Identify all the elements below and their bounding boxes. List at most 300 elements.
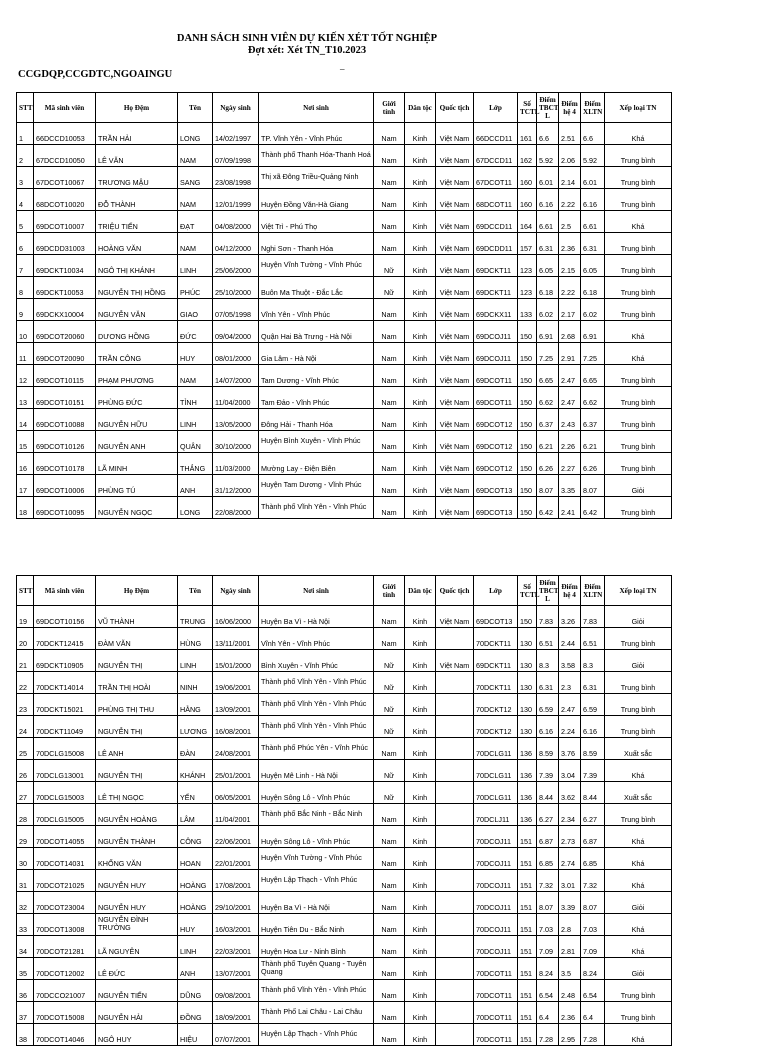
cell-birth-place: Huyện Lập Thạch - Vĩnh Phúc	[259, 870, 374, 892]
cell-grad-score: 6.61	[581, 211, 605, 233]
cell-nationality: Việt Nam	[436, 211, 474, 233]
cell-first-name: GIAO	[178, 299, 213, 321]
cell-gpa: 6.05	[537, 255, 559, 277]
cell-class: 69DCOT12	[474, 409, 518, 431]
cell-birth-date: 23/08/1998	[213, 167, 259, 189]
cell-birth-date: 12/01/1999	[213, 189, 259, 211]
cell-birth-place: Thành phố Vĩnh Yên - Vĩnh Phúc	[259, 980, 374, 1002]
cell-middle-name: TRƯƠNG MẬU	[96, 167, 178, 189]
cell-stt: 35	[17, 958, 34, 980]
cell-grad-score: 6.01	[581, 167, 605, 189]
cell-gpa-4: 3.62	[559, 782, 581, 804]
cell-gpa: 6.61	[537, 211, 559, 233]
cell-grad-rank: Khá	[605, 848, 672, 870]
cell-middle-name: LÃ MINH	[96, 453, 178, 475]
cell-student-id: 70DCCO21007	[34, 980, 96, 1002]
cell-grad-rank: Trung bình	[605, 628, 672, 650]
cell-middle-name: PHÙNG ĐỨC	[96, 387, 178, 409]
table-row	[17, 892, 672, 914]
cell-birth-date: 13/07/2001	[213, 958, 259, 980]
cell-gpa: 7.25	[537, 343, 559, 365]
cell-birth-place: Tam Đảo - Vĩnh Phúc	[259, 387, 374, 409]
cell-ethnicity: Kinh	[405, 409, 436, 431]
cell-student-id: 70DCOT14046	[34, 1024, 96, 1046]
cell-birth-place: Huyện Đồng Văn-Hà Giang	[259, 189, 374, 211]
cell-gender: Nữ	[374, 716, 405, 738]
cell-ethnicity: Kinh	[405, 1002, 436, 1024]
column-header-birth-place: Nơi sinh	[259, 576, 374, 606]
cell-class: 69DCKX11	[474, 299, 518, 321]
cell-class: 70DCOT11	[474, 980, 518, 1002]
cell-student-id: 69DCOT10007	[34, 211, 96, 233]
cell-birth-place: Thành phố Vĩnh Yên - Vĩnh Phúc	[259, 694, 374, 716]
cell-first-name: QUÂN	[178, 431, 213, 453]
cell-credits: 151	[518, 914, 537, 936]
cell-gpa-4: 2.8	[559, 914, 581, 936]
cell-nationality: Việt Nam	[436, 145, 474, 167]
cell-grad-rank: Giỏi	[605, 475, 672, 497]
cell-gpa: 6.91	[537, 321, 559, 343]
cell-credits: 150	[518, 409, 537, 431]
cell-stt: 31	[17, 870, 34, 892]
cell-credits: 136	[518, 782, 537, 804]
cell-birth-date: 09/08/2001	[213, 980, 259, 1002]
cell-gender: Nam	[374, 1002, 405, 1024]
table-row	[17, 343, 672, 365]
cell-grad-score: 7.83	[581, 606, 605, 628]
cell-nationality: Việt Nam	[436, 233, 474, 255]
cell-student-id: 70DCOT21281	[34, 936, 96, 958]
cell-birth-date: 16/08/2001	[213, 716, 259, 738]
cell-gender: Nam	[374, 211, 405, 233]
column-header-class: Lớp	[474, 576, 518, 606]
cell-gpa: 7.09	[537, 936, 559, 958]
cell-ethnicity: Kinh	[405, 804, 436, 826]
cell-middle-name: LÊ THỊ NGỌC	[96, 782, 178, 804]
cell-gpa: 6.26	[537, 453, 559, 475]
cell-credits: 162	[518, 145, 537, 167]
cell-gender: Nam	[374, 870, 405, 892]
cell-class: 70DCKT11	[474, 628, 518, 650]
cell-grad-rank: Trung bình	[605, 980, 672, 1002]
cell-birth-place: Quận Hai Bà Trưng - Hà Nội	[259, 321, 374, 343]
table-row	[17, 606, 672, 628]
cell-student-id: 70DCKT12415	[34, 628, 96, 650]
cell-grad-rank: Trung bình	[605, 167, 672, 189]
cell-stt: 2	[17, 145, 34, 167]
table-row	[17, 848, 672, 870]
cell-gpa-4: 2.74	[559, 848, 581, 870]
cell-student-id: 70DCLG15005	[34, 804, 96, 826]
cell-first-name: NAM	[178, 145, 213, 167]
cell-credits: 130	[518, 650, 537, 672]
cell-grad-rank: Trung bình	[605, 716, 672, 738]
cell-grad-rank: Khá	[605, 760, 672, 782]
cell-gender: Nam	[374, 409, 405, 431]
cell-grad-score: 6.21	[581, 431, 605, 453]
cell-birth-date: 18/09/2001	[213, 1002, 259, 1024]
cell-birth-place: Nghi Sơn - Thanh Hóa	[259, 233, 374, 255]
cell-credits: 150	[518, 475, 537, 497]
cell-credits: 130	[518, 628, 537, 650]
cell-credits: 150	[518, 343, 537, 365]
cell-nationality	[436, 738, 474, 760]
cell-ethnicity: Kinh	[405, 321, 436, 343]
cell-birth-date: 16/06/2000	[213, 606, 259, 628]
cell-first-name: HÙNG	[178, 628, 213, 650]
cell-nationality	[436, 782, 474, 804]
cell-middle-name: NGUYỄN THỊ	[96, 760, 178, 782]
cell-gpa-4: 2.3	[559, 672, 581, 694]
cell-stt: 29	[17, 826, 34, 848]
cell-birth-place: Huyện Ba Vì - Hà Nội	[259, 606, 374, 628]
cell-class: 69DCOT13	[474, 606, 518, 628]
cell-grad-score: 6.16	[581, 189, 605, 211]
cell-birth-date: 25/06/2000	[213, 255, 259, 277]
cell-birth-date: 08/01/2000	[213, 343, 259, 365]
cell-gpa: 6.31	[537, 672, 559, 694]
cell-gpa: 8.07	[537, 892, 559, 914]
cell-grad-score: 8.59	[581, 738, 605, 760]
cell-student-id: 70DCOT23004	[34, 892, 96, 914]
cell-birth-date: 11/04/2001	[213, 804, 259, 826]
cell-gpa: 8.24	[537, 958, 559, 980]
cell-nationality: Việt Nam	[436, 475, 474, 497]
cell-grad-rank: Trung bình	[605, 453, 672, 475]
cell-gpa-4: 2.27	[559, 453, 581, 475]
cell-birth-date: 22/06/2001	[213, 826, 259, 848]
cell-grad-score: 6.51	[581, 628, 605, 650]
cell-class: 70DCLG11	[474, 738, 518, 760]
cell-birth-place: Huyện Mê Linh - Hà Nội	[259, 760, 374, 782]
cell-middle-name: NGUYỄN HUY	[96, 870, 178, 892]
cell-grad-score: 6.27	[581, 804, 605, 826]
cell-birth-place: Việt Trì - Phú Thọ	[259, 211, 374, 233]
cell-nationality: Việt Nam	[436, 321, 474, 343]
cell-class: 70DCLG11	[474, 782, 518, 804]
cell-student-id: 67DCOT10067	[34, 167, 96, 189]
cell-gpa-4: 2.47	[559, 365, 581, 387]
cell-first-name: PHÚC	[178, 277, 213, 299]
cell-stt: 13	[17, 387, 34, 409]
cell-middle-name: NGUYỄN THỊ	[96, 650, 178, 672]
cell-class: 69DCCD11	[474, 211, 518, 233]
cell-middle-name: NGÔ THỊ KHÁNH	[96, 255, 178, 277]
cell-gpa: 7.03	[537, 914, 559, 936]
cell-ethnicity: Kinh	[405, 606, 436, 628]
cell-student-id: 69DCKX10004	[34, 299, 96, 321]
cell-gender: Nam	[374, 804, 405, 826]
column-header-middle-name: Họ Đệm	[96, 93, 178, 123]
cell-credits: 151	[518, 826, 537, 848]
cell-gender: Nam	[374, 321, 405, 343]
cell-gpa-4: 2.26	[559, 431, 581, 453]
cell-middle-name: NGUYỄN TIẾN	[96, 980, 178, 1002]
cell-grad-score: 7.03	[581, 914, 605, 936]
cell-middle-name: NGUYỄN HẢI	[96, 1002, 178, 1024]
cell-middle-name: NGÔ HUY	[96, 1024, 178, 1046]
cell-credits: 136	[518, 804, 537, 826]
cell-middle-name: NGUYỄN THỊ	[96, 716, 178, 738]
table-header-row	[17, 576, 672, 606]
table-row	[17, 123, 672, 145]
cell-gpa-4: 2.91	[559, 343, 581, 365]
cell-first-name: NAM	[178, 365, 213, 387]
cell-ethnicity: Kinh	[405, 760, 436, 782]
cell-ethnicity: Kinh	[405, 958, 436, 980]
cell-gender: Nam	[374, 628, 405, 650]
cell-gpa: 8.59	[537, 738, 559, 760]
column-header-credits: Số TCTL	[518, 576, 537, 606]
cell-credits: 151	[518, 870, 537, 892]
cell-gpa: 6.16	[537, 716, 559, 738]
cell-gpa-4: 2.22	[559, 189, 581, 211]
cell-first-name: HUY	[178, 343, 213, 365]
column-header-gender: Giới tính	[374, 576, 405, 606]
column-header-nationality: Quốc tịch	[436, 93, 474, 123]
cell-birth-date: 29/10/2001	[213, 892, 259, 914]
cell-class: 69DCOT12	[474, 453, 518, 475]
cell-stt: 5	[17, 211, 34, 233]
cell-grad-score: 7.39	[581, 760, 605, 782]
cell-gender: Nam	[374, 475, 405, 497]
cell-student-id: 70DCKT15021	[34, 694, 96, 716]
cell-credits: 161	[518, 123, 537, 145]
cell-grad-rank: Giỏi	[605, 650, 672, 672]
cell-stt: 7	[17, 255, 34, 277]
document-title: DANH SÁCH SINH VIÊN DỰ KIẾN XÉT TỐT NGHIỆP	[176, 33, 438, 44]
cell-gpa-4: 2.81	[559, 936, 581, 958]
cell-class: 66DCCD11	[474, 123, 518, 145]
cell-birth-date: 31/12/2000	[213, 475, 259, 497]
cell-first-name: ANH	[178, 475, 213, 497]
cell-nationality: Việt Nam	[436, 606, 474, 628]
cell-birth-date: 07/09/1998	[213, 145, 259, 167]
cell-stt: 15	[17, 431, 34, 453]
cell-grad-rank: Khá	[605, 321, 672, 343]
cell-stt: 28	[17, 804, 34, 826]
column-header-ethnicity: Dân tộc	[405, 93, 436, 123]
cell-ethnicity: Kinh	[405, 870, 436, 892]
cell-nationality	[436, 672, 474, 694]
cell-credits: 150	[518, 453, 537, 475]
cell-stt: 38	[17, 1024, 34, 1046]
cell-birth-date: 15/01/2000	[213, 650, 259, 672]
cell-first-name: LINH	[178, 650, 213, 672]
cell-class: 70DCKT12	[474, 716, 518, 738]
cell-birth-place: Thành phố Tuyên Quang - Tuyên Quang	[259, 958, 374, 980]
cell-stt: 3	[17, 167, 34, 189]
cell-credits: 151	[518, 936, 537, 958]
cell-grad-rank: Giỏi	[605, 958, 672, 980]
cell-first-name: DŨNG	[178, 980, 213, 1002]
cell-credits: 150	[518, 387, 537, 409]
table-row	[17, 826, 672, 848]
cell-gpa-4: 3.58	[559, 650, 581, 672]
table-row	[17, 628, 672, 650]
cell-gpa-4: 2.48	[559, 980, 581, 1002]
cell-nationality: Việt Nam	[436, 453, 474, 475]
cell-gpa: 6.4	[537, 1002, 559, 1024]
cell-first-name: HIỆU	[178, 1024, 213, 1046]
cell-grad-rank: Khá	[605, 1024, 672, 1046]
cell-gpa-4: 3.01	[559, 870, 581, 892]
cell-credits: 151	[518, 848, 537, 870]
cell-birth-place: Thành phố Vĩnh Yên - Vĩnh Phúc	[259, 672, 374, 694]
table-row	[17, 365, 672, 387]
table-row	[17, 145, 672, 167]
cell-grad-score: 6.37	[581, 409, 605, 431]
cell-stt: 9	[17, 299, 34, 321]
cell-middle-name: NGUYỄN HỮU	[96, 409, 178, 431]
cell-nationality: Việt Nam	[436, 497, 474, 519]
cell-nationality	[436, 628, 474, 650]
cell-gender: Nam	[374, 497, 405, 519]
cell-gpa: 7.39	[537, 760, 559, 782]
column-header-birth-date: Ngày sinh	[213, 93, 259, 123]
cell-middle-name: ĐÀM VĂN	[96, 628, 178, 650]
cell-first-name: ĐÀN	[178, 738, 213, 760]
cell-gender: Nam	[374, 892, 405, 914]
column-header-gpa-4: Điểm hệ 4	[559, 93, 581, 123]
cell-credits: 123	[518, 255, 537, 277]
cell-birth-place: Đông Hải - Thanh Hóa	[259, 409, 374, 431]
cell-middle-name: HOÀNG VĂN	[96, 233, 178, 255]
cell-grad-rank: Trung bình	[605, 497, 672, 519]
cell-grad-rank: Trung bình	[605, 299, 672, 321]
cell-student-id: 69DCOT10088	[34, 409, 96, 431]
cell-grad-score: 6.6	[581, 123, 605, 145]
cell-gpa: 6.37	[537, 409, 559, 431]
table-row	[17, 233, 672, 255]
cell-class: 69DCDD11	[474, 233, 518, 255]
cell-ethnicity: Kinh	[405, 738, 436, 760]
cell-class: 70DCKT11	[474, 672, 518, 694]
cell-middle-name: TRẦN THỊ HOÀI	[96, 672, 178, 694]
table-row	[17, 321, 672, 343]
table-row	[17, 409, 672, 431]
cell-middle-name: NGUYỄN NGỌC	[96, 497, 178, 519]
cell-birth-place: Thành phố Vĩnh Yên - Vĩnh Phúc	[259, 716, 374, 738]
cell-grad-score: 5.92	[581, 145, 605, 167]
cell-first-name: LONG	[178, 123, 213, 145]
table-row	[17, 255, 672, 277]
cell-ethnicity: Kinh	[405, 277, 436, 299]
cell-stt: 20	[17, 628, 34, 650]
column-header-class: Lớp	[474, 93, 518, 123]
cell-ethnicity: Kinh	[405, 365, 436, 387]
cell-gpa-4: 2.22	[559, 277, 581, 299]
cell-class: 70DCOJ11	[474, 826, 518, 848]
cell-gpa: 6.02	[537, 299, 559, 321]
cell-student-id: 69DCOT10006	[34, 475, 96, 497]
student-table-page-2	[16, 575, 672, 1046]
cell-class: 67DCCD11	[474, 145, 518, 167]
cell-birth-date: 07/05/1998	[213, 299, 259, 321]
column-header-gpa: Điểm TBCT L	[537, 93, 559, 123]
cell-class: 70DCOJ11	[474, 892, 518, 914]
cell-grad-rank: Trung bình	[605, 365, 672, 387]
cell-birth-date: 22/03/2001	[213, 936, 259, 958]
cell-class: 68DCOT11	[474, 189, 518, 211]
cell-gpa-4: 3.26	[559, 606, 581, 628]
cell-class: 70DCOJ11	[474, 936, 518, 958]
cell-stt: 21	[17, 650, 34, 672]
column-header-ethnicity: Dân tộc	[405, 576, 436, 606]
table-row	[17, 211, 672, 233]
column-header-student-id: Mã sinh viên	[34, 93, 96, 123]
cell-birth-date: 25/10/2000	[213, 277, 259, 299]
cell-class: 69DCKT11	[474, 277, 518, 299]
cell-middle-name: NGUYỄN ANH	[96, 431, 178, 453]
cell-gpa: 8.07	[537, 475, 559, 497]
cell-birth-date: 09/04/2000	[213, 321, 259, 343]
cell-student-id: 69DCOT10126	[34, 431, 96, 453]
cell-credits: 123	[518, 277, 537, 299]
cell-gender: Nam	[374, 145, 405, 167]
cell-gpa: 7.83	[537, 606, 559, 628]
cell-grad-score: 8.44	[581, 782, 605, 804]
cell-birth-place: Huyện Bình Xuyên - Vĩnh Phúc	[259, 431, 374, 453]
cell-student-id: 70DCOT14031	[34, 848, 96, 870]
cell-grad-score: 6.91	[581, 321, 605, 343]
cell-middle-name: LÃ NGUYÊN	[96, 936, 178, 958]
table-row	[17, 716, 672, 738]
cell-student-id: 70DCOT13008	[34, 914, 96, 936]
cell-grad-rank: Trung bình	[605, 431, 672, 453]
cell-gender: Nam	[374, 365, 405, 387]
cell-gpa-4: 2.68	[559, 321, 581, 343]
cell-grad-score: 8.07	[581, 475, 605, 497]
cell-class: 70DCOJ11	[474, 870, 518, 892]
cell-gender: Nam	[374, 189, 405, 211]
cell-gpa-4: 2.43	[559, 409, 581, 431]
cell-nationality: Việt Nam	[436, 299, 474, 321]
cell-gender: Nam	[374, 606, 405, 628]
cell-class: 70DCOT11	[474, 1024, 518, 1046]
cell-middle-name: NGUYỄN THỊ HỒNG	[96, 277, 178, 299]
cell-birth-date: 13/09/2001	[213, 694, 259, 716]
cell-gender: Nam	[374, 343, 405, 365]
column-header-first-name: Tên	[178, 576, 213, 606]
cell-ethnicity: Kinh	[405, 211, 436, 233]
cell-ethnicity: Kinh	[405, 716, 436, 738]
cell-nationality: Việt Nam	[436, 189, 474, 211]
cell-birth-date: 14/02/1997	[213, 123, 259, 145]
cell-credits: 160	[518, 189, 537, 211]
cell-birth-place: Gia Lâm - Hà Nội	[259, 343, 374, 365]
cell-student-id: 69DCOT10115	[34, 365, 96, 387]
cell-grad-rank: Trung bình	[605, 277, 672, 299]
cell-birth-place: Huyện Sông Lô - Vĩnh Phúc	[259, 782, 374, 804]
cell-middle-name: PHẠM PHƯƠNG	[96, 365, 178, 387]
cell-student-id: 67DCCD10050	[34, 145, 96, 167]
cell-birth-place: Thành phố Vĩnh Yên - Vĩnh Phúc	[259, 497, 374, 519]
cell-credits: 130	[518, 672, 537, 694]
cell-nationality: Việt Nam	[436, 431, 474, 453]
cell-student-id: 70DCLG13001	[34, 760, 96, 782]
cell-birth-date: 07/07/2001	[213, 1024, 259, 1046]
cell-nationality: Việt Nam	[436, 255, 474, 277]
cell-student-id: 68DCOT10020	[34, 189, 96, 211]
cell-middle-name: NGUYỄN HUY	[96, 892, 178, 914]
cell-middle-name: NGUYỄN HOÀNG	[96, 804, 178, 826]
cell-credits: 160	[518, 167, 537, 189]
cell-nationality	[436, 914, 474, 936]
cell-grad-rank: Khá	[605, 870, 672, 892]
cell-birth-place: Thành Phố Lai Châu - Lai Châu	[259, 1002, 374, 1024]
cell-student-id: 66DCCD10053	[34, 123, 96, 145]
